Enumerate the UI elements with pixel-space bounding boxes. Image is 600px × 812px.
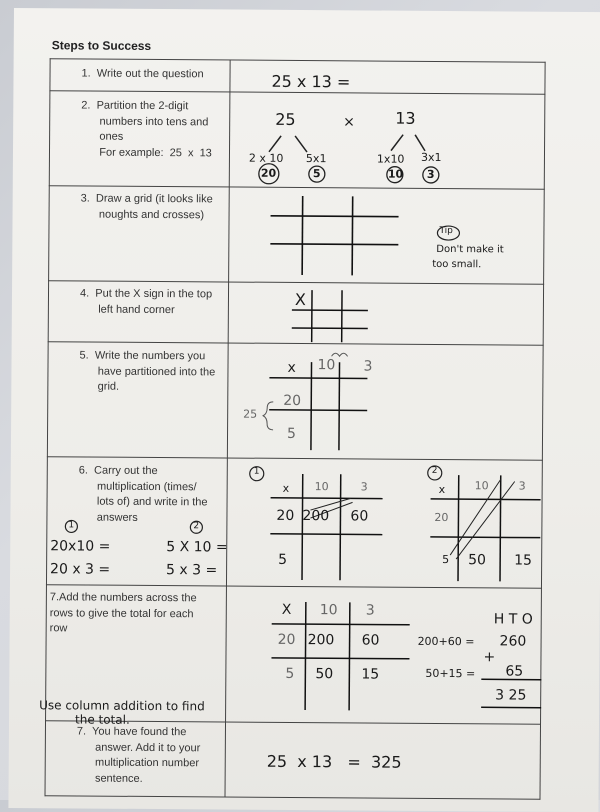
partition-times-sign: ×	[343, 114, 355, 130]
step-2-instruction: 2. Partition the 2-digit numbers into tens and ones For example: 25 x 13	[81, 98, 212, 161]
step-7-grid-col1: 10	[320, 602, 338, 618]
grid-2-cell-21: 50	[468, 552, 486, 568]
grid-1-cell-12: 60	[350, 508, 368, 524]
tip-label: Tip	[439, 226, 453, 236]
tip-line-1: Don't make it	[436, 244, 503, 255]
step-8-instruction: 7. You have found the answer. Add it to your multiplication number sentence.	[77, 724, 201, 787]
step-5-grid-col2: 3	[363, 358, 372, 374]
step-7-instruction: 7.Add the numbers across the rows to give the total for each row	[50, 590, 197, 638]
example-1-marker: 1	[68, 520, 74, 530]
step-7-grid-c11: 200	[308, 632, 335, 648]
step-7-grid-col2: 3	[366, 602, 375, 618]
partition-left-number: 25	[275, 110, 295, 129]
column-value-2: 65	[505, 663, 523, 679]
column-total: 3 25	[495, 687, 526, 703]
grid-1-cell-11: 200	[302, 508, 329, 524]
page-title: Steps to Success	[52, 38, 151, 53]
grid-1-marker: 1	[254, 467, 260, 477]
partition-right-ones-result: 3	[427, 168, 435, 181]
row-sum-1: 200+60 =	[418, 635, 475, 648]
row-sum-2: 50+15 =	[425, 667, 475, 680]
step-5-grid-col1: 10	[317, 357, 335, 373]
partition-right-tens-result: 10	[388, 168, 403, 181]
step-7-grid-sign: X	[282, 602, 292, 618]
example-2-marker: 2	[193, 521, 199, 531]
grid-1-col2: 3	[361, 480, 368, 493]
step-7-grid-row2: 5	[285, 666, 294, 682]
example-1a: 20x10 =	[50, 538, 110, 554]
partition-right-ones: 3x1	[421, 151, 442, 164]
partition-left-ones: 5x1	[306, 152, 327, 165]
step-4-instruction: 4. Put the X sign in the top left hand corner	[80, 286, 212, 318]
column-addition-note-1: Use column addition to find	[39, 698, 205, 713]
grid-1-col1: 10	[315, 480, 329, 493]
grid-2-cell-22: 15	[514, 553, 532, 569]
step-6-instruction: 6. Carry out the multiplication (times/ lots of) and write in the answers	[78, 463, 207, 526]
grid-2-col2: 3	[519, 480, 526, 493]
worksheet-paper	[8, 8, 600, 812]
step-7-grid-c21: 50	[315, 666, 333, 682]
grid-2-marker: 2	[432, 466, 438, 476]
final-answer: 25 x 13 = 325	[267, 752, 402, 772]
tip-line-2: too small.	[432, 259, 481, 270]
column-value-1: 260	[500, 633, 527, 649]
partition-left-ones-result: 5	[313, 167, 321, 180]
example-2a: 5 X 10 =	[166, 539, 228, 555]
grid-1-row2: 5	[278, 552, 287, 568]
step-5-grid-row2: 5	[287, 426, 296, 442]
step-3-instruction: 3. Draw a grid (it looks like noughts and crosses)	[81, 191, 213, 223]
hto-header: H T O	[494, 611, 533, 627]
grid-2-row1: 20	[434, 511, 448, 524]
step-4-x-sign: X	[295, 290, 306, 309]
step-5-grid-side-label: 25	[243, 408, 257, 421]
column-plus-sign: +	[483, 649, 495, 665]
step-5-grid-row1: 20	[283, 393, 301, 409]
step-1-instruction: 1. Write out the question	[81, 66, 203, 82]
step-5-grid-sign: x	[287, 360, 295, 376]
example-1b: 20 x 3 =	[50, 561, 110, 577]
partition-right-number: 13	[395, 109, 415, 128]
step-1-answer: 25 x 13 =	[271, 72, 350, 92]
partition-left-tens-result: 20	[261, 167, 276, 180]
step-7-grid-row1: 20	[278, 632, 296, 648]
step-7-grid-c22: 15	[361, 666, 379, 682]
grid-2-sign: x	[439, 483, 446, 496]
step-5-instruction: 5. Write the numbers you have partitioned into the grid.	[79, 348, 215, 395]
grid-2-row2: 5	[442, 553, 449, 566]
partition-right-tens: 1x10	[377, 153, 405, 166]
grid-1-row1: 20	[276, 508, 294, 524]
grid-1-sign: x	[283, 482, 290, 495]
step-7-grid-c12: 60	[362, 632, 380, 648]
partition-left-tens: 2 x 10	[249, 152, 284, 165]
example-2b: 5 x 3 =	[166, 562, 217, 578]
column-addition-note-2: the total.	[75, 712, 130, 726]
grid-2-col1: 10	[475, 479, 489, 492]
